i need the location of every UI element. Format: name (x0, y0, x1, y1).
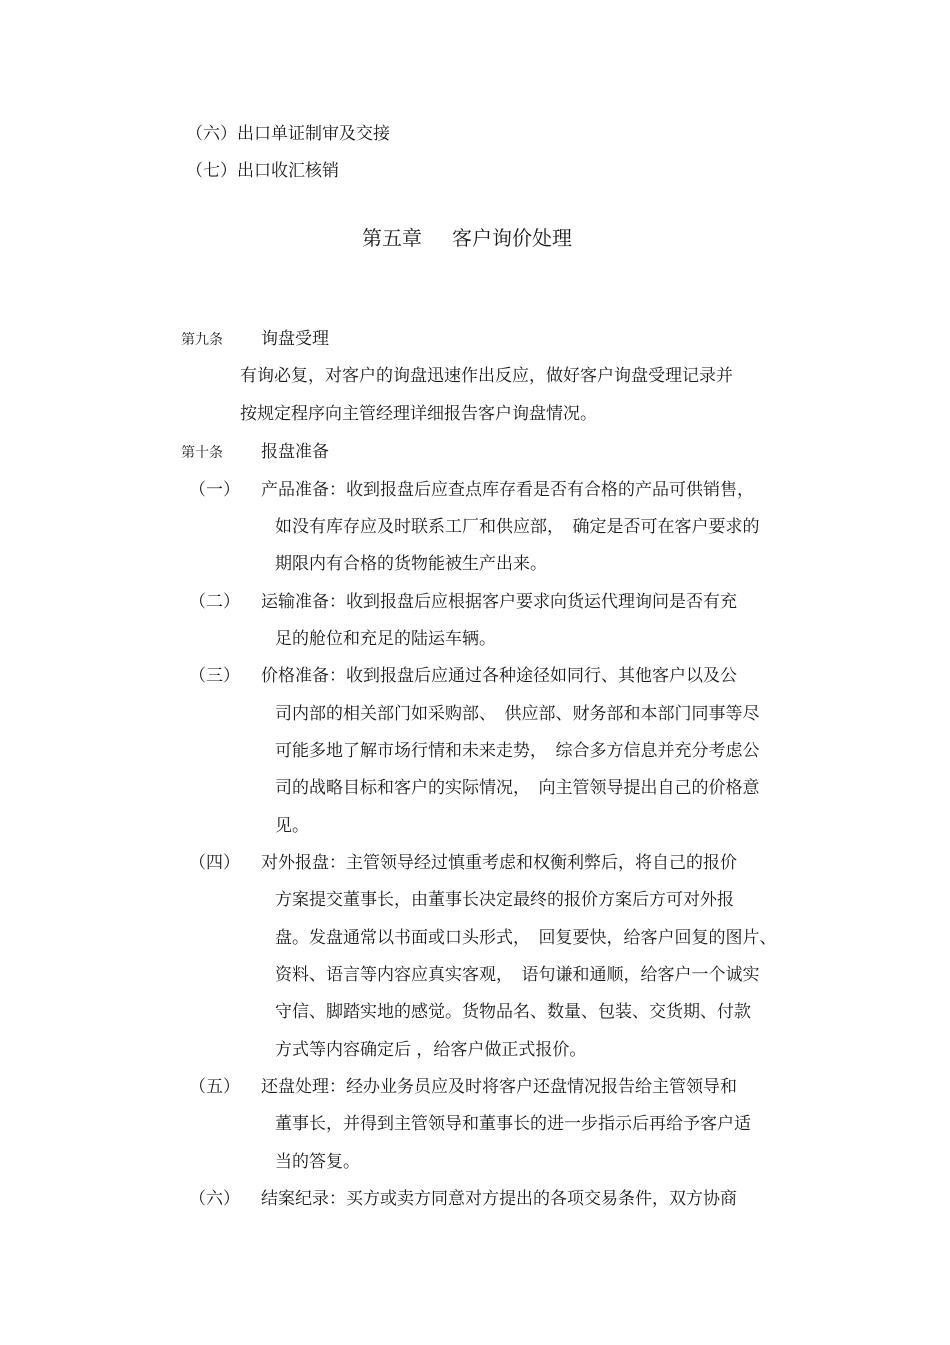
item-4-line: 盘。发盘通常以书面或口头形式， 回复要快，给客户回复的图片、 (275, 928, 777, 948)
item-2-number: （二） (189, 592, 240, 612)
item-3-number: （三） (189, 666, 240, 686)
item-5-number: （五） (189, 1077, 240, 1097)
list-item-export-collection: （七）出口收汇核销 (186, 161, 339, 181)
article-10-label: 第十条 (181, 445, 223, 461)
item-3-line: 可能多地了解市场行情和未来走势， 综合多方信息并充分考虑公 (275, 741, 760, 761)
article-9-body-line: 有询必复，对客户的询盘迅速作出反应，做好客户询盘受理记录并 (240, 366, 733, 386)
item-3-line: 司内部的相关部门如采购部、 供应部、财务部和本部门同事等尽 (275, 704, 760, 724)
article-9-body-line: 按规定程序向主管经理详细报告客户询盘情况。 (240, 404, 597, 424)
item-4-number: （四） (189, 853, 240, 873)
item-2-line: 足的舱位和充足的陆运车辆。 (275, 629, 496, 649)
item-3-line: 司的战略目标和客户的实际情况， 向主管领导提出自己的价格意 (275, 778, 760, 798)
chapter-title: 客户询价处理 (452, 226, 572, 250)
list-item-export-documents: （六）出口单证制审及交接 (186, 124, 390, 144)
item-1-line: 期限内有合格的货物能被生产出来。 (275, 554, 547, 574)
item-5-line: 当的答复。 (275, 1152, 360, 1172)
item-6-number: （六） (189, 1189, 240, 1209)
item-4-line: 对外报盘：主管领导经过慎重考虑和权衡利弊后，将自己的报价 (261, 853, 737, 873)
item-4-line: 方式等内容确定后 ，给客户做正式报价。 (275, 1040, 587, 1060)
item-5-line: 董事长，并得到主管领导和董事长的进一步指示后再给予客户适 (275, 1114, 751, 1134)
article-10-title: 报盘准备 (261, 442, 329, 462)
item-3-line: 见。 (275, 816, 309, 836)
chapter-number: 第五章 (362, 226, 422, 250)
item-3-line: 价格准备：收到报盘后应通过各种途径如同行、其他客户以及公 (261, 666, 737, 686)
item-4-line: 守信、脚踏实地的感觉。货物品名、数量、包装、交货期、付款 (275, 1002, 751, 1022)
item-4-line: 资料、语言等内容应真实客观， 语句谦和通顺，给客户一个诚实 (275, 965, 760, 985)
item-1-number: （一） (189, 480, 240, 500)
item-6-line: 结案纪录：买方或卖方同意对方提出的各项交易条件，双方协商 (261, 1189, 737, 1209)
item-1-line: 如没有库存应及时联系工厂和供应部， 确定是否可在客户要求的 (275, 517, 760, 537)
item-2-line: 运输准备：收到报盘后应根据客户要求向货运代理询问是否有充 (261, 592, 737, 612)
item-5-line: 还盘处理：经办业务员应及时将客户还盘情况报告给主管领导和 (261, 1077, 737, 1097)
item-4-line: 方案提交董事长，由董事长决定最终的报价方案后方可对外报 (275, 890, 734, 910)
article-9-title: 询盘受理 (261, 329, 329, 349)
item-1-line: 产品准备：收到报盘后应查点库存看是否有合格的产品可供销售， (261, 480, 754, 500)
article-9-label: 第九条 (181, 332, 223, 348)
